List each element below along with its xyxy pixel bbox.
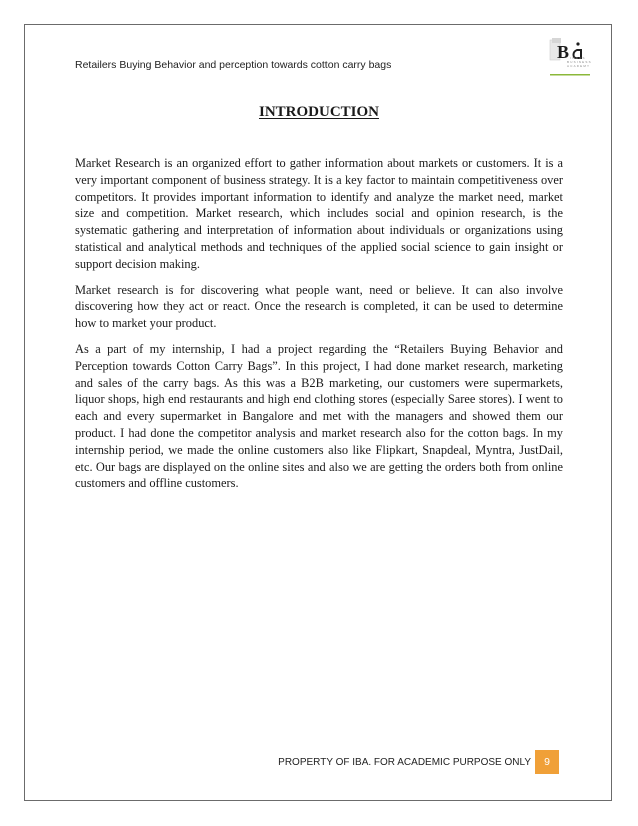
page-title: INTRODUCTION [258, 104, 379, 120]
paragraph-1: Market Research is an organized effort to gather information about markets or customers. It is a very important component of business strategy. It is a key factor to maintain competitiveness over competitors. It provides important information to identify and analyze the market need, market size and competition. Market research, which includes social and opinion research, is the systematic gathering and interpretation of information about individuals or organizations using statistical and analytical methods and techniques of the applied social science to gain insight or support decision making. [75, 156, 563, 271]
body-text [75, 155, 563, 501]
page-number-badge: 9 [535, 750, 559, 774]
running-header: Retailers Buying Behavior and perception towards cotton carry bags [75, 59, 392, 71]
logo-subtext: INDUS BUSINESS ACADEMY [567, 56, 592, 68]
svg-text:B: B [557, 42, 570, 62]
paragraph-2: Market research is for discovering what people want, need or believe. It can also involve discovering how they act or react. Once the research is completed, it can be used to determine how to market your product. [75, 282, 563, 331]
footer-disclaimer: PROPERTY OF IBA. FOR ACADEMIC PURPOSE ONLY [278, 757, 531, 768]
paragraph-3: As a part of my internship, I had a project regarding the “Retailers Buying Behavior and Perception towards Cotton Carry Bags”. In this project, I had done market research, marketing and sales of the carry bags. As this was a B2B marketing, our customers were supermarkets, liquor shops, high end restaurants and high end clothing stores (especially Saree stores). I went to each and every supermarket in Bangalore and met with the managers and showed them our product. I had done the competitor analysis and market research also for the cotton bags. In my internship period, we made the online customers also like Flipkart, Snapdeal, Myntra, JustDail, etc. Our bags are displayed on the online sites and also we are getting the orders both from online customers and offline customers. [75, 341, 563, 491]
